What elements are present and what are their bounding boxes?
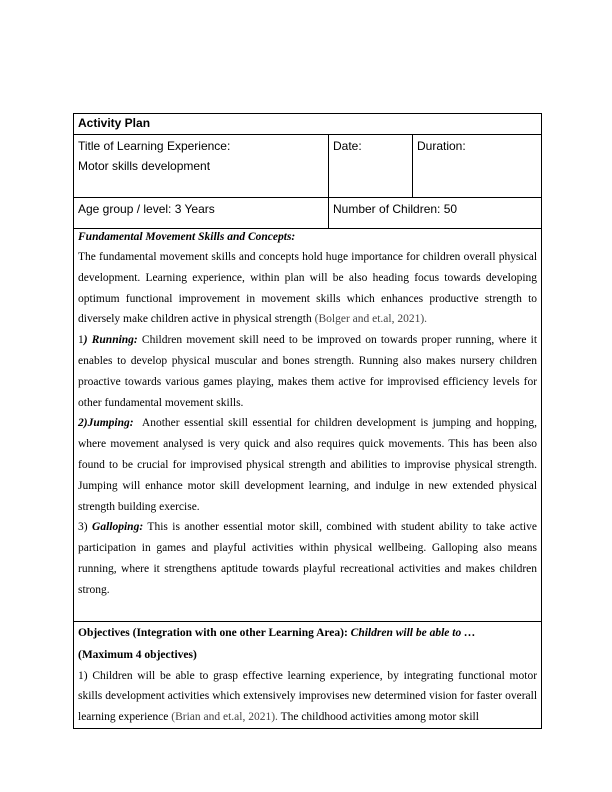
number-of-children: Number of Children: 50 [329, 198, 542, 229]
objective-1-text: 1) Children will be able to grasp effective learning experience, by integrating functional motor skills development activities which extensively improvises new determined vision for faster overall learning experience [78, 669, 538, 724]
intro-citation: (Bolger and et.al, 2021). [314, 313, 428, 326]
objectives-heading [78, 622, 537, 644]
objective-1 [78, 666, 537, 728]
duration-label: Duration: [417, 139, 466, 153]
activity-plan-table [73, 113, 542, 729]
galloping-paragraph [78, 517, 537, 600]
objectives-heading-italic: Children will be able to … [350, 626, 476, 639]
running-number: 1 [78, 334, 84, 347]
jumping-paragraph [78, 413, 537, 517]
running-label: ) Running: [83, 334, 138, 347]
jumping-text: Another essential skill essential for children development is jumping and hopping, where movement analysed is very quick and also requires quick movements. This has been also found to be crucial for improvised physical strength and abilities to improvise physical strength. Jumping will enhance motor skill development learning, and indulge in new extended physical strength building exercise. [78, 417, 538, 513]
age-group: Age group / level: 3 Years [74, 198, 329, 229]
jumping-label: 2)Jumping: [78, 417, 134, 430]
fundamentals-cell [74, 229, 542, 622]
galloping-text: This is another essential motor skill, combined with student ability to take active participation in games and playful activities within physical wellbeing. Galloping also means running, where it strengthens aptitude towards playful recreational activities and makes children strong. [78, 521, 538, 596]
galloping-label: Galloping: [92, 521, 144, 534]
date-label: Date: [333, 139, 362, 153]
intro-text: The fundamental movement skills and concepts hold huge importance for children overall physical development. Learning experience, within plan will be also heading focus towards developing optimum functional improvement in movement skills which enhances productive strength to diversely make children active in physical strength [78, 251, 538, 326]
date-cell [329, 135, 413, 198]
objectives-heading-text: Objectives (Integration with one other Learning Area): [78, 626, 348, 639]
title-label: Title of Learning Experience: [78, 139, 231, 153]
objective-1-tail: The childhood activities among motor skill [280, 711, 479, 724]
objectives-max: (Maximum 4 objectives) [78, 648, 197, 661]
fundamentals-heading: Fundamental Movement Skills and Concepts: [78, 231, 296, 243]
duration-cell [413, 135, 542, 198]
activity-plan-heading: Activity Plan [74, 114, 542, 135]
title-value: Motor skills development [78, 159, 211, 173]
title-cell [74, 135, 329, 198]
fundamentals-intro [78, 247, 537, 330]
objectives-cell [74, 621, 542, 728]
objective-1-citation: (Brian and et.al, 2021). [171, 711, 278, 724]
running-text: Children movement skill need to be improved on towards proper running, where it enables to develop physical muscular and bones strength. Running also makes nursery children proactive towards various games playing, makes them active for improvised efficiency levels for other fundamental movement skills. [78, 334, 538, 409]
running-paragraph [78, 330, 537, 413]
galloping-number: 3) [78, 521, 88, 534]
